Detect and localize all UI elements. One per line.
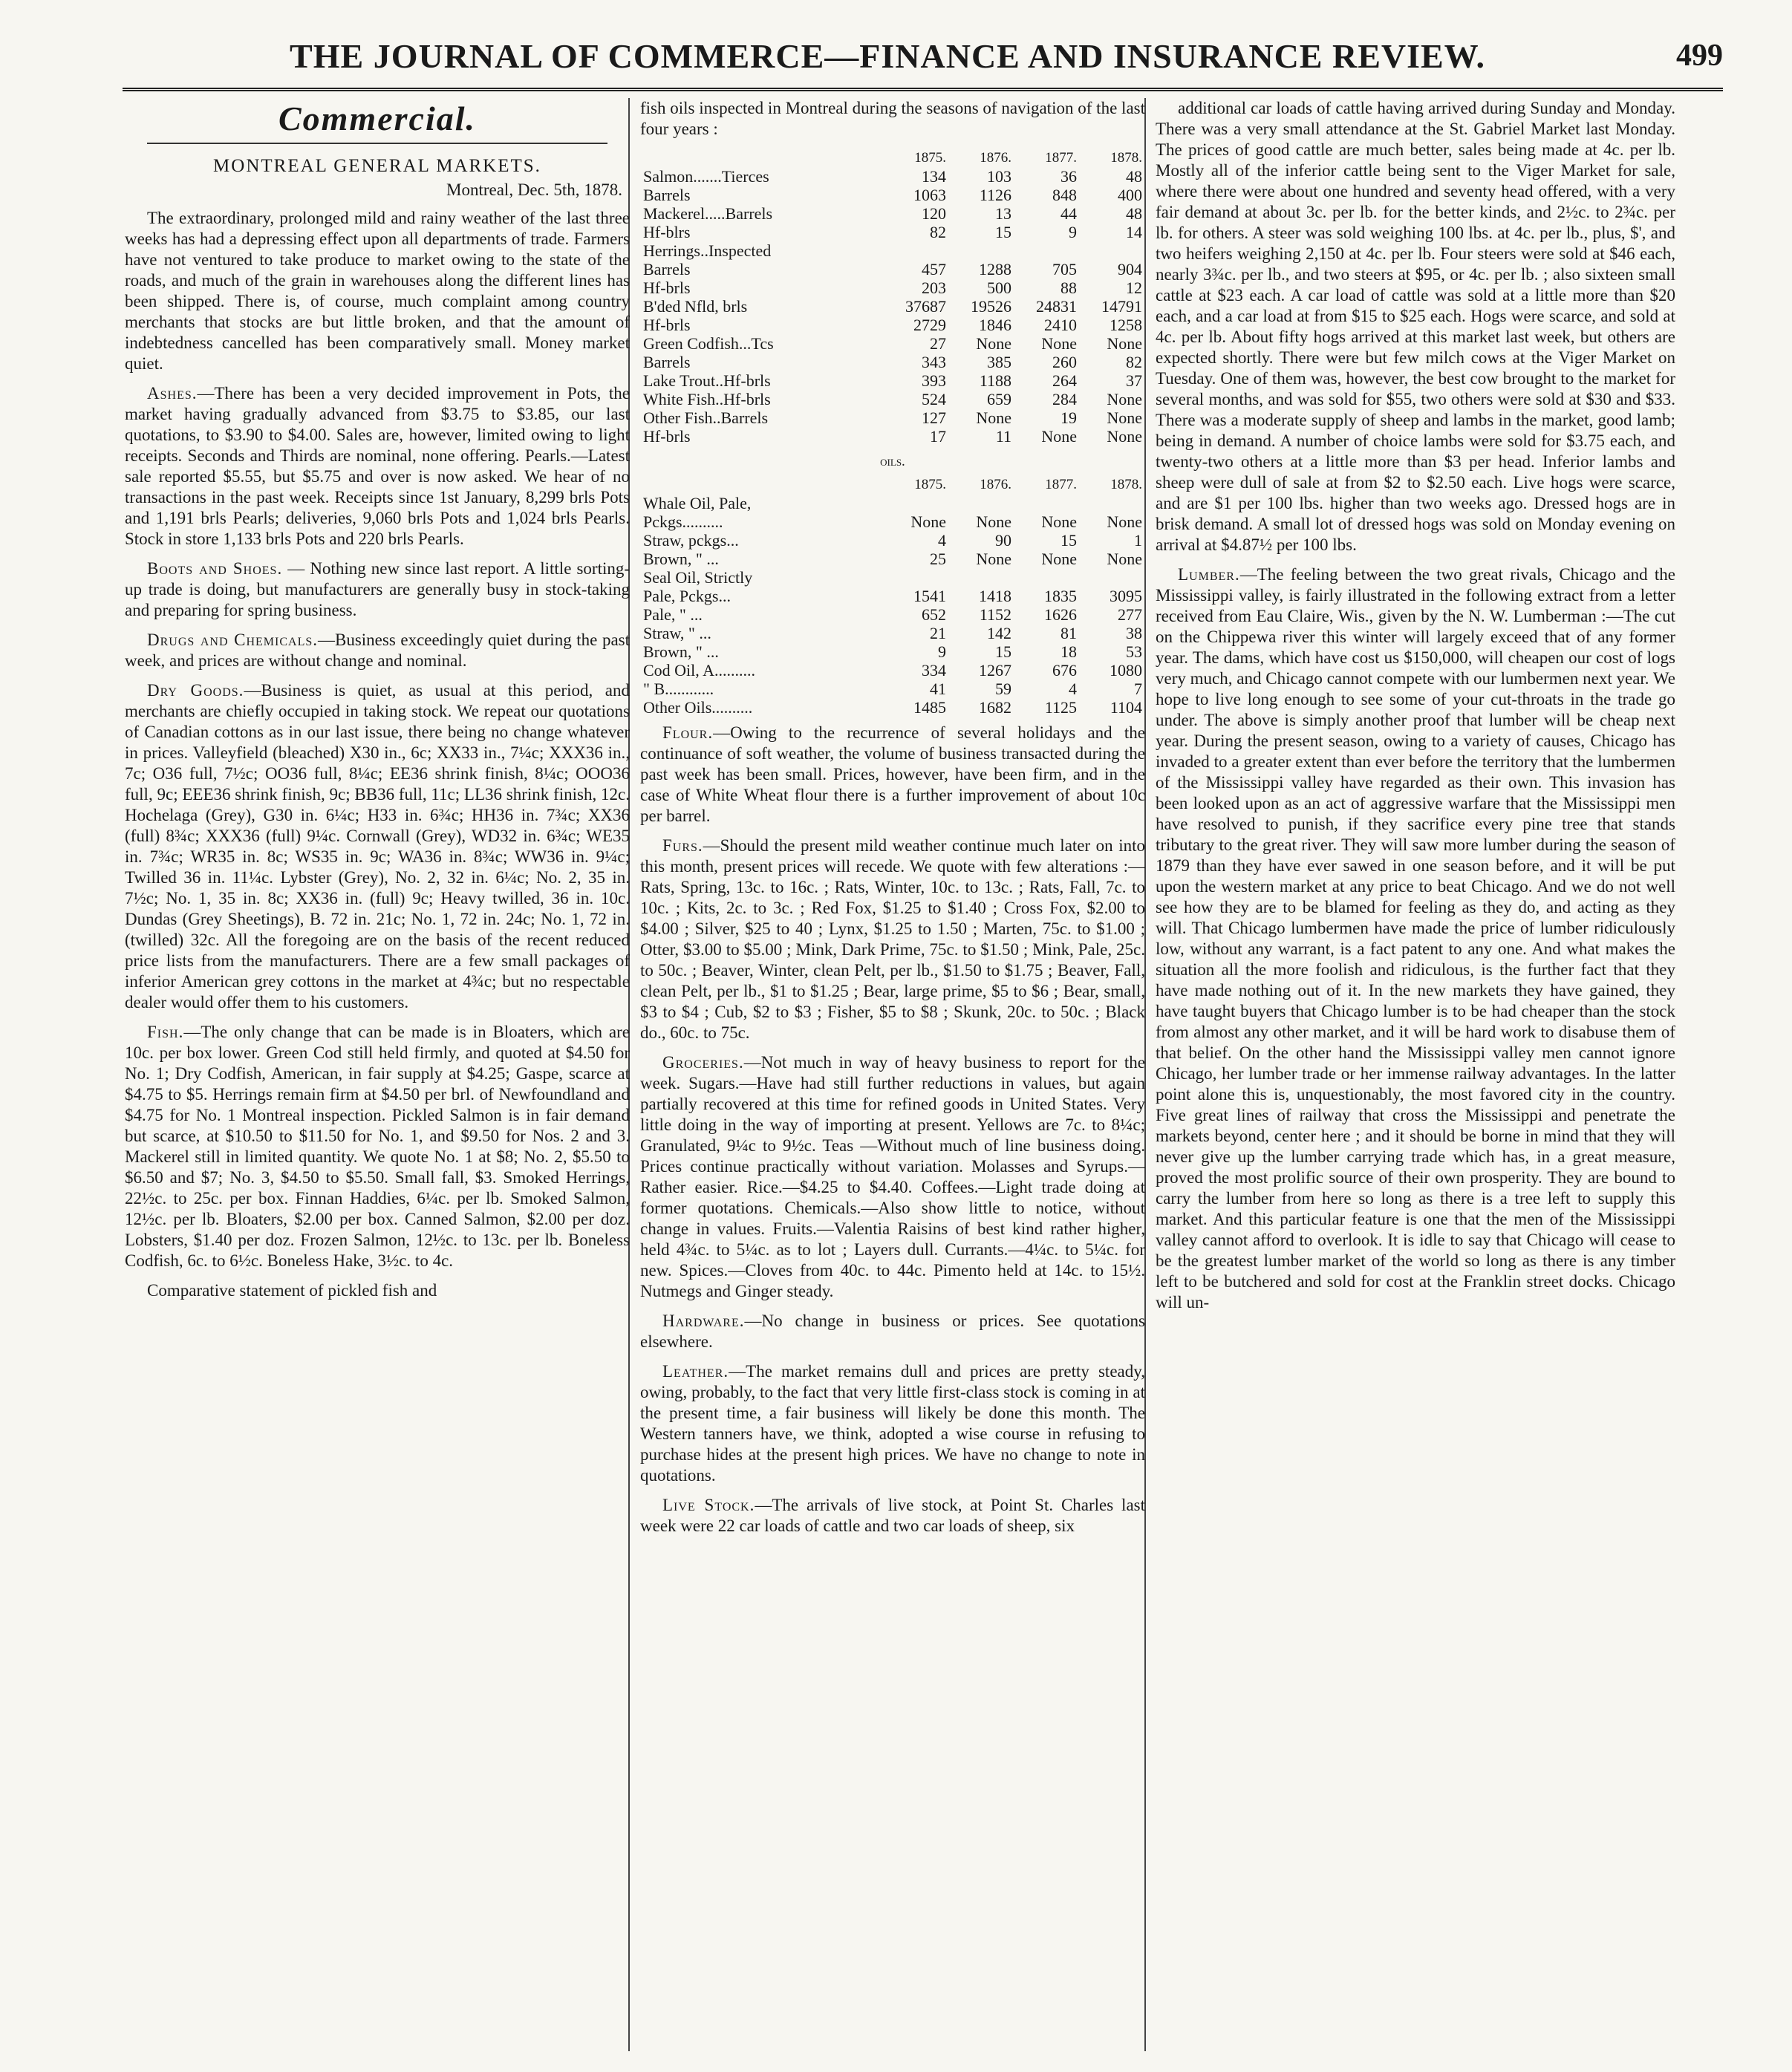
paragraph-text: additional car loads of cattle having arrived during Sunday and Monday. There was a very small attendance at the St. Gabriel Market last Monday. The prices of good cattle are much better, sales being made at 4c. per lb. Mostly all of the inferior cattle being sent to the Viger Market for sale, where there were about one hundred and seventy head offered, with a very fair demand at about 3c. per lb. for the better kinds, and 2½c. to 2¾c. per lb. for others. A steer was sold weighing 100 lbs. at 4c. per lb., plus, $', and two heifers weighing 2,150 at 4c. per lb. Four steers were sold at $46 each, nearly 3¾c. per lb., and two steers at $95, or 4c. per lb. ; also sixteen small cattle at $23 each. A car load of cattle was sold at a little more than $20 each, and a car load at from $15 to $25 each. Hogs were scarce, and sold at 4c. per lb. About fifty hogs arrived at this market last week, but others are expected shortly. There were but few milch cows at the Viger Market on Tuesday. One of them was, however, the best cow brought to the market for several months, and was sold for $55, two others were sold at $30 and $33. There was a moderate supply of sheep and lambs in the market, good lamb; being in demand. A number of choice lambs were sold for $3.75 each, and twenty-two others at a little more than $3 per head. Inferior lambs and sheep were dull of sale at from $2 to $2.50 each. Live hogs were scarce, and are $1 per 100 lbs. higher than two weeks ago. Dressed hogs are in brisk demand. A small lot of dressed hogs was sold on Monday evening on arrival at $4.87½ per 100 lbs. (1156, 99, 1675, 554)
oil-row (640, 587, 1145, 605)
article-paragraph (125, 208, 630, 374)
table-cell: 500 (987, 278, 1011, 297)
paragraph-lead: Groceries. (662, 1053, 744, 1072)
section-title: Commercial. (278, 100, 477, 137)
article-paragraph (640, 723, 1145, 827)
table-cell: None (1041, 512, 1077, 531)
table-cell: 277 (1118, 605, 1142, 624)
table-cell: 90 (995, 531, 1011, 550)
paragraph-text: — Nothing new since last report. A little sorting-up trade is doing, but manufacturers are generally busy in stock-taking and preparing for spring business. (125, 559, 630, 619)
article-paragraph (125, 680, 630, 1013)
table-cell: 260 (1052, 353, 1077, 371)
table-cell: 1835 (1044, 587, 1077, 605)
oil-row (640, 568, 1145, 587)
table-cell: 9 (1069, 223, 1077, 241)
table-cell: 1541 (913, 587, 946, 605)
market-report-heading: MONTREAL GENERAL MARKETS. (213, 156, 541, 176)
paragraph-text: —Business is quiet, as usual at this period, and merchants are chiefly occupied in taking stock. We repeat our quotations of Canadian cottons as in our last issue, there being no change whatever in prices. Valleyfield (bleached) X30 in., 6c; XX33 in., 7¼c; XXX36 in., 7c; O36 full, 7½c; OO36 full, 8¼c; EE36 shrink finish, 8¼c; OOO36 full, 9c; EEE36 shrink finish, 9c; BB36 full, 11c; LL36 shrink finish, 12c. Hochelaga (Grey), G30 in. 6¼c; H33 in. 6¾c; HH36 in. 7¾c; XX36 (full) 8¾c; XXX36 (full) 9¼c. Cornwall (Grey), WD32 in. 6¾c; WE35 in. 7¾c; WR35 in. 8c; WS35 in. 9c; WA36 in. 8¾c; WW36 in. 9¼c; Twilled 36 in. 11¼c. Lybster (Grey), No. 2, 32 in. 6¼c; No. 2, 35 in. 7½c; No. 1, 35 in. 8c; XX36 in. (full) 9c; Heavy twilled, 36 in. 10c. Dundas (Grey Sheetings), B. 72 in. 21c; No. 1, 72 in. 24c; No. 1, 72 in. (twilled) 32c. All the foregoing are on the basis of the recent reduced price lists from the manufacturers. There are a few small packages of inferior American grey cottons in the market at 4¾c; but no respectable dealer would offer them to his customers. (125, 681, 630, 1011)
paragraph-text: —Not much in way of heavy business to report for the week. Sugars.—Have had still further reductions in values, but again partially recovered at this time for refined goods in United States. Very little doing in the way of importing at present. Yellows are 7c. to 8¼c; Granulated, 9¼c to 9½c. Teas —Without much of line business doing. Prices continue practically without variation. Molasses and Syrups.—Rather easier. Rice.—$4.25 to $4.40. Coffees.—Light trade doing at former quotations. Chemicals.—Also show little to notice, without change in values. Fruits.—Valentia Raisins of best kind rather higher, held 4¾c. to 5¼c. as to lot ; Layers dull. Currants.—4¼c. to 5¼c. for new. Spices.—Cloves from 40c. to 44c. Pimento held at 14c. to 15½. Nutmegs and Ginger steady. (640, 1053, 1145, 1300)
table-cell: 524 (922, 390, 946, 408)
table-cell (1080, 494, 1145, 512)
oil-row (640, 550, 1145, 568)
column-1 (125, 98, 630, 2051)
paragraph-lead: Flour. (662, 723, 714, 742)
table-cell: 14 (1126, 223, 1142, 241)
table-cell: 18 (1060, 642, 1077, 661)
table-cell: 17 (930, 427, 946, 446)
fish-row (640, 278, 1145, 297)
row-label: Green Codfish...Tcs (643, 334, 774, 353)
table-cell: 1 (1134, 531, 1142, 550)
row-label: Seal Oil, Strictly (643, 568, 753, 587)
year-header: 1878. (1110, 150, 1142, 166)
column-1-body (125, 208, 630, 1301)
table-cell: 1188 (979, 371, 1011, 390)
table-cell: None (1107, 550, 1142, 568)
year-header: 1878. (1110, 477, 1142, 492)
article-paragraph (125, 1280, 630, 1301)
oil-row (640, 494, 1145, 512)
paragraph-lead: Hardware. (662, 1312, 745, 1330)
table-cell: 81 (1060, 624, 1077, 642)
table-cell: 59 (995, 680, 1011, 698)
table-cell: 82 (1126, 353, 1142, 371)
row-label: Pckgs.......... (643, 512, 723, 531)
oil-row (640, 661, 1145, 680)
table-cell: 36 (1060, 167, 1077, 186)
table-cell: 1267 (979, 661, 1011, 680)
table-cell (884, 568, 949, 587)
table-corner (640, 475, 884, 494)
header-rule (123, 88, 1723, 91)
table-cell: 1682 (979, 698, 1011, 717)
row-label: Pale, " ... (643, 605, 703, 624)
fish-row (640, 204, 1145, 223)
table-cell: 1846 (979, 316, 1011, 334)
oil-row (640, 680, 1145, 698)
fish-row (640, 353, 1145, 371)
section-rule (147, 143, 607, 144)
paragraph-lead: Lumber. (1178, 565, 1240, 584)
table-cell: 13 (995, 204, 1011, 223)
table-cell: 48 (1126, 167, 1142, 186)
row-label: " B............ (643, 680, 714, 698)
table-cell: 134 (922, 167, 946, 186)
row-label: Brown, " ... (643, 642, 719, 661)
table-cell (1014, 568, 1080, 587)
table-cell: None (1041, 550, 1077, 568)
table-cell: 19 (1060, 408, 1077, 427)
table-cell: 264 (1052, 371, 1077, 390)
paragraph-lead: Ashes. (147, 384, 198, 403)
table-cell: 2729 (913, 316, 946, 334)
paragraph-text: —There has been a very decided improvement in Pots, the market having gradually advanced from $3.75 to $3.85, our last quotations, to $3.90 to $4.00. Sales are, however, limited owing to light receipts. Seconds and Thirds are nominal, none offering. Pearls.—Latest sale reported $5.55, but $5.75 and over is now asked. We hear of no transactions in the past week. Receipts since 1st January, 8,299 brls Pots and 1,191 brls Pearls; deliveries, 9,060 brls Pots and 1,024 brls Pearls. Stock in store 1,133 brls Pots and 220 brls Pearls. (125, 384, 630, 548)
article-paragraph (1156, 564, 1675, 1313)
table-cell: 3095 (1110, 587, 1142, 605)
table-cell: 48 (1126, 204, 1142, 223)
table-cell: None (976, 550, 1011, 568)
table-cell: 385 (987, 353, 1011, 371)
row-label: Other Fish..Barrels (643, 408, 769, 427)
oil-row (640, 531, 1145, 550)
article-paragraph (640, 1361, 1145, 1486)
table-cell: 705 (1052, 260, 1077, 278)
table-cell: 142 (987, 624, 1011, 642)
dateline: Montreal, Dec. 5th, 1878. (446, 180, 622, 199)
table-cell (884, 241, 949, 260)
table-cell (1014, 494, 1080, 512)
article-paragraph (640, 835, 1145, 1043)
column-2-body (640, 723, 1145, 1537)
table-cell: None (1041, 334, 1077, 353)
column-3-body (1156, 98, 1675, 1313)
row-label: Cod Oil, A.......... (643, 661, 755, 680)
fish-row (640, 390, 1145, 408)
fish-row (640, 316, 1145, 334)
column-3 (1156, 98, 1675, 2051)
table-cell: 652 (922, 605, 946, 624)
oils-label: oils. (880, 454, 905, 469)
paragraph-text: —The market remains dull and prices are pretty steady, owing, probably, to the fact that very little first-class stock is coming in at the present time, a fair business will likely be done this month. The Western tanners have, we think, adopted a wise course in refusing to purchase hides at the present high prices. We have no change to note in quotations. (640, 1362, 1145, 1485)
row-label: Lake Trout..Hf-brls (643, 371, 771, 390)
table-cell: 7 (1134, 680, 1142, 698)
table-cell: None (976, 334, 1011, 353)
row-label: Mackerel.....Barrels (643, 204, 773, 223)
table-cell: 284 (1052, 390, 1077, 408)
paragraph-text: Comparative statement of pickled fish and (147, 1281, 437, 1300)
table-cell: 19526 (971, 297, 1011, 316)
article-paragraph (640, 1052, 1145, 1302)
table-cell: 27 (930, 334, 946, 353)
year-header: 1875. (914, 477, 946, 492)
table-cell: 15 (995, 223, 1011, 241)
table-cell: 1288 (979, 260, 1011, 278)
oil-row (640, 642, 1145, 661)
table-cell: 14791 (1101, 297, 1142, 316)
paragraph-text: —Owing to the recurrence of several holidays and the continuance of soft weather, the volume of business transacted during the past week has been small. Prices, however, have been firm, and in the case of White Wheat flour there is a further improvement of about 10c per barrel. (640, 723, 1145, 825)
journal-title: THE JOURNAL OF COMMERCE—FINANCE AND INSURANCE REVIEW. (290, 36, 1485, 75)
table-cell: 659 (987, 390, 1011, 408)
table-header-row (640, 149, 1145, 167)
table-cell (949, 494, 1014, 512)
table-cell: 9 (938, 642, 946, 661)
paragraph-text: —The arrivals of live stock, at Point St. Charles last week were 22 car loads of cattle and two car loads of sheep, six (640, 1496, 1145, 1535)
fish-row (640, 223, 1145, 241)
fish-row (640, 241, 1145, 260)
row-label: B'ded Nfld, brls (643, 297, 748, 316)
table-cell: 1104 (1110, 698, 1142, 717)
table-cell: 1063 (913, 186, 946, 204)
table-cell: 1126 (979, 186, 1011, 204)
table-cell: 41 (930, 680, 946, 698)
table-cell: 1152 (979, 605, 1011, 624)
table-cell: None (1107, 512, 1142, 531)
table-cell: None (976, 408, 1011, 427)
table-cell: 1418 (979, 587, 1011, 605)
row-label: Barrels (643, 186, 691, 204)
fish-row (640, 427, 1145, 446)
table-cell: None (1041, 427, 1077, 446)
table-cell: 4 (1069, 680, 1077, 698)
table-cell: 15 (1060, 531, 1077, 550)
table-cell: 1125 (1044, 698, 1077, 717)
row-label: Salmon.......Tierces (643, 167, 769, 186)
paragraph-text: —No change in business or prices. See quotations elsewhere. (640, 1312, 1145, 1351)
table-cell: 393 (922, 371, 946, 390)
table-cell: 1080 (1110, 661, 1142, 680)
table-cell (949, 568, 1014, 587)
table-cell: 88 (1060, 278, 1077, 297)
paragraph-text: —The feeling between the two great rivals, Chicago and the Mississippi valley, is fairly illustrated in the following extract from a letter received from Eau Claire, Wis., given by the N. W. Lumberman :—The cut on the Chippewa river this winter will largely exceed that of any former year. The dams, which have cost us $150,000, will cheapen our cost of logs very much, and Chicago cannot compete with our lumbermen next year. We hope to live long enough to see some of your cut-throats in the trade go under. The above is simply another proof that lumber will be cheap next year. During the present season, owing to a variety of causes, Chicago has invaded to a greater extent than ever before the territory that the lumbermen of the Mississippi valley have regarded as their own. This invasion has been looked upon as an act of aggressive warfare that the Mississippi men have resolved to punish, if they sacrifice every pine tree that stands tributary to the great river. They will saw more lumber during the season of 1879 than they have ever sawed in one season before, and it will be put upon the western market at any price to beat Chicago. And we do not well see how they are to be blamed for feeling as they do, and acting as they will. That Chicago lumbermen have made the price of lumber ridiculously low, without any warrant, is a fact patent to any one. And what makes the situation all the more foolish and ridiculous, is the further fact that they have made nothing out of it. In the new markets they have gained, they have taught buyers that Chicago lumber is to be had cheaper than the stock from almost any other market, and it will be hard work to disabuse them of that belief. On the other hand the Mississippi valley men cannot ignore Chicago, her lumber trade or her immense railway advantages. In the latter point alone this is, unquestionably, the most favored city in the country. Five great lines of railway that cross the Mississippi and penetrate the markets beyond, center here ; and it should be borne in mind that they will never give up the lumber carrying trade which has, in a great measure, proved the most prolific source of their own prosperity. They are bound to carry the lumber from here so long as there is a tree left to supply this market. And this particular feature is one that the men of the Mississippi valley cannot afford to overlook. It is idle to say that Chicago will cease to be the greatest lumber market of the world so long as there is any timber left to be butchered and sold for cost at the Franklin street docks. Chicago will un- (1156, 565, 1675, 1312)
paragraph-lead: Boots and Shoes. (147, 559, 283, 578)
oil-row (640, 698, 1145, 717)
row-label: Barrels (643, 260, 691, 278)
table-cell: 82 (930, 223, 946, 241)
year-header: 1876. (980, 477, 1011, 492)
table-cell: 400 (1118, 186, 1142, 204)
paragraph-lead: Dry Goods. (147, 681, 244, 700)
fish-row (640, 260, 1145, 278)
table-cell: 457 (922, 260, 946, 278)
table-cell: 1626 (1044, 605, 1077, 624)
fish-oils-table (640, 475, 1145, 717)
pickled-fish-table (640, 149, 1145, 446)
row-label: Herrings..Inspected (643, 241, 772, 260)
table-cell (1080, 241, 1145, 260)
table-cell: 37 (1126, 371, 1142, 390)
table-cell: None (976, 512, 1011, 531)
paragraph-lead: Leather. (662, 1362, 729, 1381)
row-label: Hf-brls (643, 278, 691, 297)
table-cell: 4 (938, 531, 946, 550)
row-label: Other Oils.......... (643, 698, 753, 717)
table-cell: 103 (987, 167, 1011, 186)
article-paragraph (640, 1311, 1145, 1352)
column-2 (640, 98, 1145, 2051)
row-label: Brown, " ... (643, 550, 719, 568)
paragraph-lead: Furs. (662, 836, 703, 855)
article-paragraph (125, 383, 630, 550)
fish-table-intro: fish oils inspected in Montreal during the seasons of navigation of the last four years : (640, 99, 1145, 138)
row-label: Whale Oil, Pale, (643, 494, 752, 512)
table-cell: 203 (922, 278, 946, 297)
article-paragraph (125, 558, 630, 621)
paragraph-lead: Live Stock. (662, 1496, 755, 1514)
table-cell: 15 (995, 642, 1011, 661)
table-cell: 38 (1126, 624, 1142, 642)
table-cell: 24831 (1036, 297, 1077, 316)
table-corner (640, 149, 884, 167)
table-cell: 848 (1052, 186, 1077, 204)
table-cell (884, 494, 949, 512)
article-paragraph (1156, 98, 1675, 556)
table-cell (1014, 241, 1080, 260)
running-head (126, 30, 1723, 82)
fish-row (640, 186, 1145, 204)
table-cell: None (1107, 390, 1142, 408)
table-cell: 334 (922, 661, 946, 680)
row-label: Hf-blrs (643, 223, 691, 241)
year-header: 1875. (914, 150, 946, 166)
table-cell: 21 (930, 624, 946, 642)
table-cell: 37687 (905, 297, 946, 316)
row-label: Barrels (643, 353, 691, 371)
row-label: Hf-brls (643, 427, 691, 446)
table-cell: None (1107, 408, 1142, 427)
row-label: Straw, " ... (643, 624, 711, 642)
oil-row (640, 605, 1145, 624)
table-cell: 127 (922, 408, 946, 427)
table-cell: 12 (1126, 278, 1142, 297)
fish-row (640, 371, 1145, 390)
oil-row (640, 624, 1145, 642)
row-label: Straw, pckgs... (643, 531, 739, 550)
table-cell: 1485 (913, 698, 946, 717)
fish-row (640, 334, 1145, 353)
table-cell: 120 (922, 204, 946, 223)
paragraph-lead: Drugs and Chemicals. (147, 631, 318, 649)
table-cell: 343 (922, 353, 946, 371)
article-paragraph (125, 1022, 630, 1271)
table-cell: None (910, 512, 946, 531)
year-header: 1877. (1045, 477, 1077, 492)
row-label: White Fish..Hf-brls (643, 390, 771, 408)
row-label: Hf-brls (643, 316, 691, 334)
table-cell: 25 (930, 550, 946, 568)
table-cell: 11 (995, 427, 1011, 446)
table-header-row (640, 475, 1145, 494)
table-cell: 53 (1126, 642, 1142, 661)
paragraph-text: The extraordinary, prolonged mild and rainy weather of the last three weeks has had a depressing effect upon all departments of trade. Farmers have not ventured to take produce to market owing to the state of the roads, and much of the grain in warehouses along the different lines has been shipped. There is, of course, much complaint among country merchants that stocks are but little broken, and that the amount of indebtedness cancelled has been comparatively small. Money market quiet. (125, 209, 630, 373)
row-label: Pale, Pckgs... (643, 587, 731, 605)
table-cell: None (1107, 334, 1142, 353)
article-paragraph (640, 1495, 1145, 1537)
fish-row (640, 408, 1145, 427)
table-cell: 904 (1118, 260, 1142, 278)
table-cell: None (1107, 427, 1142, 446)
fish-row (640, 167, 1145, 186)
fish-row (640, 297, 1145, 316)
paragraph-text: —The only change that can be made is in Bloaters, which are 10c. per box lower. Green Cod still held firmly, and quoted at $4.50 for No. 1; Dry Codfish, American, in fair supply at $4.25; Gaspe, scarce at $4.75 to $5. Herrings remain firm at $4.50 per brl. of Newfoundland and $4.75 for No. 1 Montreal inspection. Pickled Salmon is in fair demand but scarce, at $10.50 to $11.50 for No. 1, and $9.50 for Nos. 2 and 3. Mackerel still in limited quantity. We quote No. 1 at $8; No. 2, $5.50 to $6.50 and $7; No. 3, $4.50 to $5.50. Small fall, $3. Smoked Herrings, 22½c. to 25c. per box. Finnan Haddies, 6¼c. per lb. Smoked Salmon, 12½c. per lb. Bloaters, $2.00 per box. Canned Salmon, $2.00 per doz. Lobsters, $1.40 per doz. Frozen Salmon, 12½c. to 13c. per lb. Boneless Codfish, 6c. to 6½c. Boneless Hake, 3½c. to 4c. (125, 1023, 630, 1270)
table-cell (949, 241, 1014, 260)
oil-row (640, 512, 1145, 531)
year-header: 1876. (980, 150, 1011, 166)
table-cell: 44 (1060, 204, 1077, 223)
year-header: 1877. (1045, 150, 1077, 166)
table-cell: 676 (1052, 661, 1077, 680)
table-cell: 1258 (1110, 316, 1142, 334)
page-number: 499 (1676, 39, 1723, 73)
paragraph-text: —Business exceedingly quiet during the past week, and prices are without change and nominal. (125, 631, 630, 670)
table-cell (1080, 568, 1145, 587)
article-paragraph (125, 630, 630, 671)
table-cell: 2410 (1044, 316, 1077, 334)
paragraph-text: —Should the present mild weather continue much later on into this month, present prices will recede. We quote with few alterations :—Rats, Spring, 13c. to 16c. ; Rats, Winter, 10c. to 13c. ; Rats, Fall, 7c. to 10c. ; Kits, 2c. to 3c. ; Red Fox, $1.25 to $1.40 ; Cross Fox, $2.00 to $4.00 ; Silver, $25 to 40 ; Lynx, $1.25 to 1.50 ; Marten, 75c. to $1.00 ; Otter, $3.00 to $5.00 ; Mink, Dark Prime, 75c. to $1.50 ; Mink, Pale, 25c. to 50c. ; Beaver, Winter, clean Pelt, per lb., $1.50 to $1.75 ; Beaver, Fall, clean Pelt, per lb., $1 to $1.25 ; Bear, large prime, $5 to $6 ; Bear, small, $3 to $4 ; Cub, $2 to $3 ; Fisher, $5 to $8 ; Skunk, 20c. to 50c. ; Black do., 60c. to 75c. (640, 836, 1145, 1042)
paragraph-lead: Fish. (147, 1023, 184, 1041)
